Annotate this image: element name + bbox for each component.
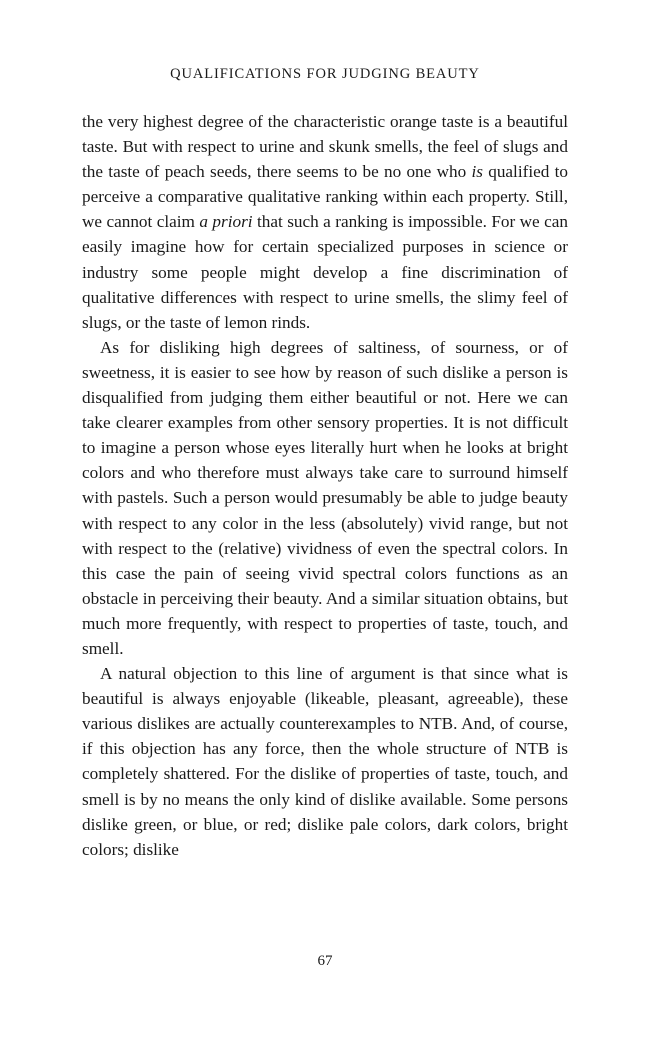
body-text [82, 109, 568, 862]
paragraph-1 [82, 109, 568, 335]
text-segment: that such a ranking is impossible. For we can easily imagine how for certain specialized purposes in science or industry some people might develop a fine discrimination of qualitative differences with respect to urine smells, the slimy feel of slugs, or the taste of lemon rinds. [82, 212, 568, 332]
text-segment: the very highest degree of the characteristic orange taste is a beautiful taste. But with respect to urine and skunk smells, the feel of slugs and the taste of peach seeds, there seems to be no one who [82, 112, 568, 182]
italic-text-segment: a priori [199, 212, 253, 232]
text-segment: A natural objection to this line of argument is that since what is beautiful is always enjoyable (likeable, pleasant, agreeable), these various dislikes are actually counterexamples to NTB. And, of course, if this objection has any force, then the whole structure of NTB is completely shattered. For the dislike of properties of taste, touch, and smell is by no means the only kind of dislike available. Some persons dislike green, or blue, or red; dislike pale colors, dark colors, bright colors; dislike [82, 664, 568, 859]
text-segment: As for disliking high degrees of saltiness, of sourness, or of sweetness, it is easier to see how by reason of such dislike a person is disqualified from judging them either beautiful or not. Here we can take clearer examples from other sensory properties. It is not difficult to imagine a person whose eyes literally hurt when he looks at bright colors and who therefore must always take care to surround himself with pastels. Such a person would presumably be able to judge beauty with respect to any color in the less (absolutely) vivid range, but not with respect to the (relative) vividness of even the spectral colors. In this case the pain of seeing vivid spectral colors functions as an obstacle in perceiving their beauty. And a similar situation obtains, but much more frequently, with respect to properties of taste, touch, and smell. [82, 337, 568, 658]
paragraph-3 [82, 661, 568, 862]
text-segment: qualified to perceive a comparative qualitative ranking within each property. Still, we cannot claim [82, 162, 568, 232]
book-page [82, 0, 568, 1043]
italic-text-segment: is [471, 162, 483, 182]
paragraph-2 [82, 335, 568, 661]
running-head: QUALIFICATIONS FOR JUDGING BEAUTY [170, 66, 480, 82]
page-number: 67 [317, 953, 333, 969]
